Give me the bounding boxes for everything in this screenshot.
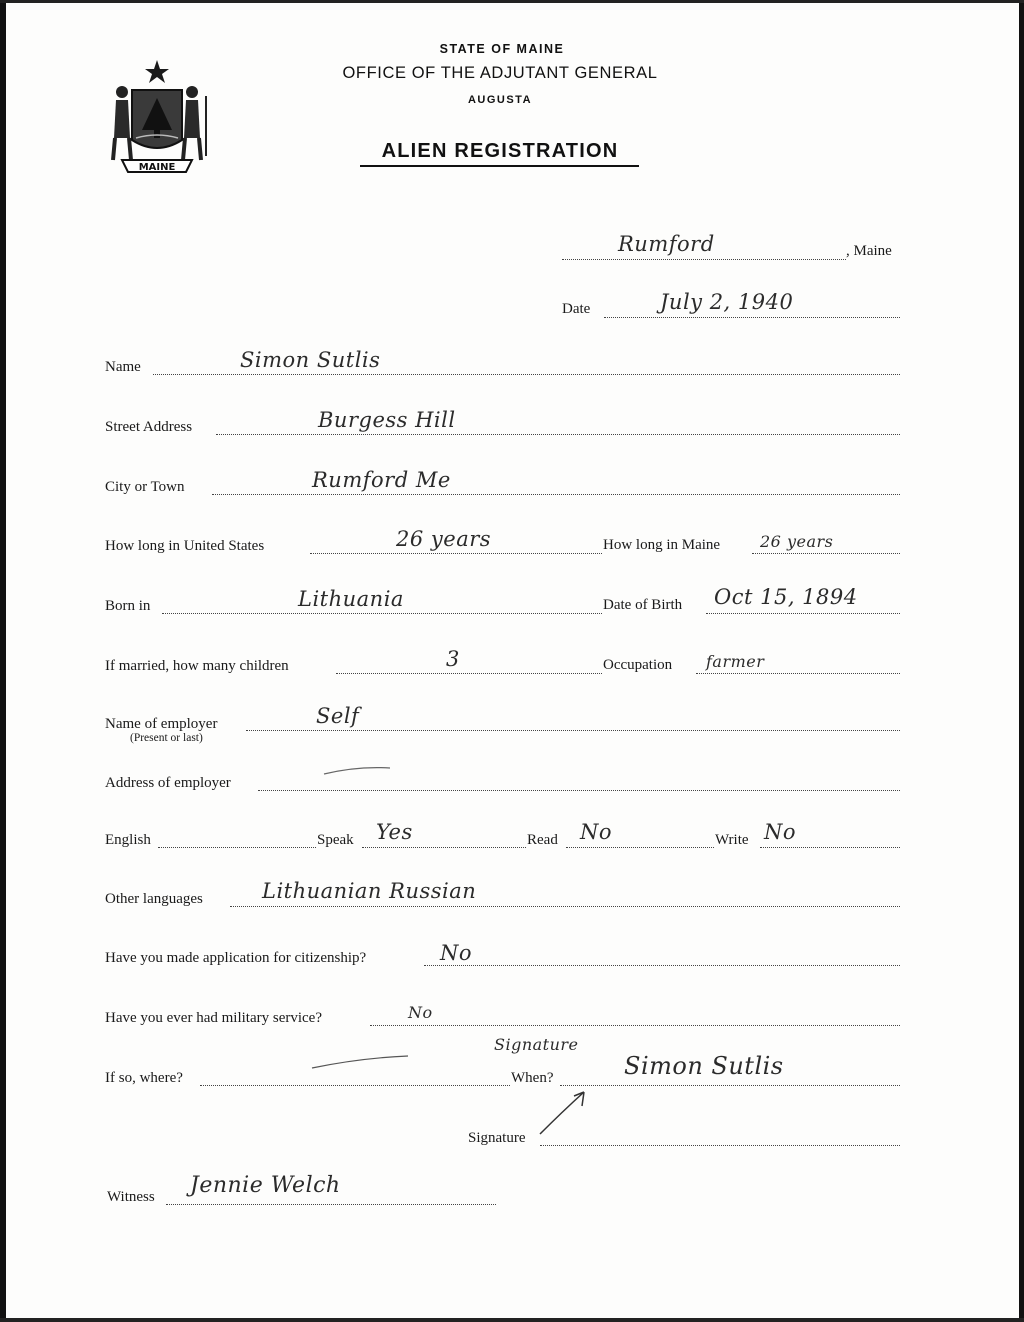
city-label: City or Town (105, 479, 185, 495)
street-label: Street Address (105, 419, 193, 435)
born-line (162, 613, 602, 614)
write-line (760, 847, 900, 848)
employer-address-pen-stroke (322, 764, 392, 778)
witness-line (166, 1204, 496, 1205)
citizenship-line (424, 965, 900, 966)
other-languages-value: Lithuanian Russian (262, 879, 477, 903)
me-duration-line (752, 553, 900, 554)
born-label: Born in (105, 598, 151, 614)
street-line (216, 434, 900, 435)
scan-edge-bottom (0, 1318, 1024, 1322)
signature-note: Signature (494, 1035, 579, 1054)
children-line (336, 673, 602, 674)
when-label: When? (511, 1070, 554, 1086)
scan-edge-top (0, 0, 1024, 3)
scan-edge-right (1019, 0, 1024, 1322)
name-line (153, 374, 900, 375)
svg-text:MAINE: MAINE (138, 162, 176, 173)
citizenship-label: Have you made application for citizenship? (105, 950, 367, 966)
date-line (604, 317, 900, 318)
name-label: Name (105, 359, 141, 375)
children-value: 3 (446, 647, 460, 671)
place-value: Rumford (618, 232, 715, 256)
employer-value: Self (316, 704, 360, 728)
city-heading: AUGUSTA (467, 94, 533, 106)
employer-sublabel: (Present or last) (130, 732, 203, 744)
dob-line (706, 613, 900, 614)
employer-address-line (258, 790, 900, 791)
employer-address-label: Address of employer (105, 775, 231, 791)
other-languages-line (230, 906, 900, 907)
place-suffix: , Maine (846, 243, 892, 259)
when-line (560, 1085, 900, 1086)
me-duration-label: How long in Maine (603, 537, 721, 553)
signature-line (540, 1145, 900, 1146)
dob-value: Oct 15, 1894 (714, 585, 858, 609)
occupation-line (696, 673, 900, 674)
form-title: ALIEN REGISTRATION (381, 140, 619, 162)
write-label: Write (715, 832, 749, 848)
born-value: Lithuania (298, 587, 404, 611)
where-line (200, 1085, 510, 1086)
name-value: Simon Sutlis (240, 348, 381, 372)
military-value: No (408, 1003, 433, 1022)
city-value: Rumford Me (312, 468, 451, 492)
where-pen-stroke (310, 1052, 410, 1072)
read-value: No (580, 820, 613, 844)
scan-edge-left (0, 0, 6, 1322)
witness-value: Jennie Welch (190, 1173, 341, 1198)
state-heading: STATE OF MAINE (439, 42, 565, 56)
date-value: July 2, 1940 (660, 290, 794, 314)
other-languages-label: Other languages (105, 891, 203, 907)
speak-label: Speak (317, 832, 354, 848)
read-line (566, 847, 714, 848)
citizenship-value: No (440, 941, 473, 965)
english-label: English (105, 832, 151, 848)
dob-label: Date of Birth (603, 597, 683, 613)
signature-label: Signature (468, 1130, 526, 1146)
employer-label: Name of employer (105, 716, 218, 732)
military-line (370, 1025, 900, 1026)
read-label: Read (527, 832, 558, 848)
me-duration-value: 26 years (760, 532, 834, 551)
applicant-signature: Simon Sutlis (624, 1052, 784, 1080)
date-label: Date (562, 301, 591, 317)
speak-value: Yes (376, 820, 413, 844)
us-duration-line (310, 553, 602, 554)
employer-line (246, 730, 900, 731)
witness-label: Witness (107, 1189, 155, 1205)
street-value: Burgess Hill (318, 408, 456, 432)
occupation-value: farmer (706, 652, 765, 671)
city-line (212, 494, 900, 495)
signature-arrow (532, 1082, 602, 1142)
write-value: No (764, 820, 797, 844)
occupation-label: Occupation (603, 657, 673, 673)
where-label: If so, where? (105, 1070, 183, 1086)
speak-line (362, 847, 526, 848)
us-duration-label: How long in United States (105, 538, 265, 554)
children-label: If married, how many children (105, 658, 289, 674)
military-label: Have you ever had military service? (105, 1010, 322, 1026)
title-underline (360, 165, 639, 167)
english-line (158, 847, 316, 848)
office-heading: OFFICE OF THE ADJUTANT GENERAL (342, 64, 658, 82)
place-line (562, 259, 846, 260)
us-duration-value: 26 years (396, 527, 492, 551)
